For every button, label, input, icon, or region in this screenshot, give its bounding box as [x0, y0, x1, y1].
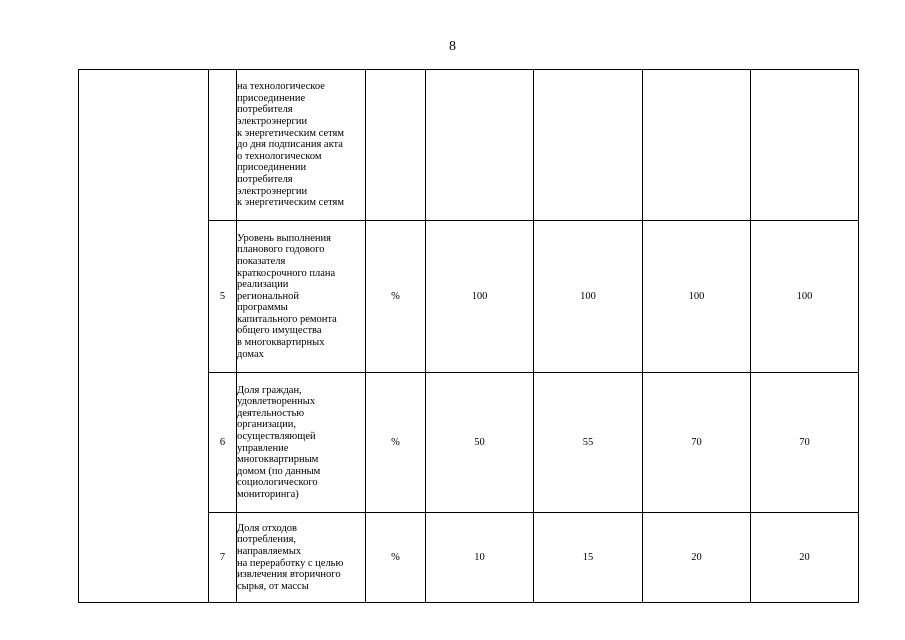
text-line: на технологическое	[237, 81, 325, 93]
page-number: 8	[449, 39, 456, 54]
row-number: 7	[209, 513, 237, 603]
text-line: Доля граждан,	[237, 384, 302, 396]
value-cell: 100	[643, 221, 751, 373]
text-line: присоединение	[237, 92, 306, 104]
value-cell	[643, 70, 751, 221]
text-line: потребителя	[237, 104, 293, 116]
indicator-name	[237, 70, 366, 221]
text-line: домом (по данным	[237, 465, 321, 477]
indicators-table	[78, 69, 859, 603]
text-line: деятельностью	[237, 407, 305, 419]
text-line: к энергетическим сетям	[237, 197, 345, 209]
indicator-name	[237, 513, 366, 603]
value-cell: 55	[534, 373, 643, 513]
value-cell: 100	[534, 221, 643, 373]
indicator-name	[237, 221, 366, 373]
group-cell	[79, 70, 209, 603]
text-line: сырья, от массы	[237, 580, 309, 592]
text-line: электроэнергии	[237, 185, 308, 197]
value-cell	[534, 70, 643, 221]
text-line: присоединении	[237, 162, 307, 174]
text-line: общего имущества	[237, 325, 322, 337]
value-cell: 15	[534, 513, 643, 603]
text-line: удовлетворенных	[237, 396, 316, 408]
text-line: извлечения вторичного	[237, 569, 341, 581]
unit-cell: %	[366, 373, 426, 513]
text-line: организации,	[237, 419, 296, 431]
text-line: управление	[237, 442, 289, 454]
text-line: региональной	[237, 290, 299, 302]
text-line: социологического	[237, 477, 318, 489]
text-line: на переработку с целью	[237, 557, 344, 569]
text-line: краткосрочного плана	[237, 267, 336, 279]
text-line: реализации	[237, 279, 289, 291]
value-cell: 70	[751, 373, 859, 513]
text-line: о технологическом	[237, 150, 322, 162]
text-line: планового годового	[237, 244, 325, 256]
value-cell: 100	[426, 221, 534, 373]
text-line: электроэнергии	[237, 116, 308, 128]
table-row	[79, 70, 859, 221]
row-number: 6	[209, 373, 237, 513]
text-line: до дня подписания акта	[237, 139, 343, 151]
text-line: мониторинга)	[237, 488, 299, 500]
text-line: программы	[237, 302, 288, 314]
text-line: в многоквартирных	[237, 337, 325, 349]
text-line: потребителя	[237, 173, 293, 185]
unit-cell: %	[366, 513, 426, 603]
value-cell: 10	[426, 513, 534, 603]
value-cell	[751, 70, 859, 221]
text-line: многоквартирным	[237, 454, 319, 466]
value-cell: 70	[643, 373, 751, 513]
text-line: к энергетическим сетям	[237, 127, 345, 139]
unit-cell	[366, 70, 426, 221]
value-cell: 50	[426, 373, 534, 513]
text-line: Уровень выполнения	[237, 232, 331, 244]
row-number	[209, 70, 237, 221]
value-cell: 100	[751, 221, 859, 373]
text-line: Доля отходов	[237, 522, 298, 534]
text-line: показателя	[237, 255, 286, 267]
row-number: 5	[209, 221, 237, 373]
value-cell: 20	[643, 513, 751, 603]
indicator-name	[237, 373, 366, 513]
text-line: домах	[237, 348, 264, 360]
text-line: направляемых	[237, 545, 302, 557]
text-line: потребления,	[237, 534, 297, 546]
unit-cell: %	[366, 221, 426, 373]
value-cell	[426, 70, 534, 221]
text-line: капитального ремонта	[237, 313, 337, 325]
value-cell: 20	[751, 513, 859, 603]
text-line: осуществляющей	[237, 430, 316, 442]
